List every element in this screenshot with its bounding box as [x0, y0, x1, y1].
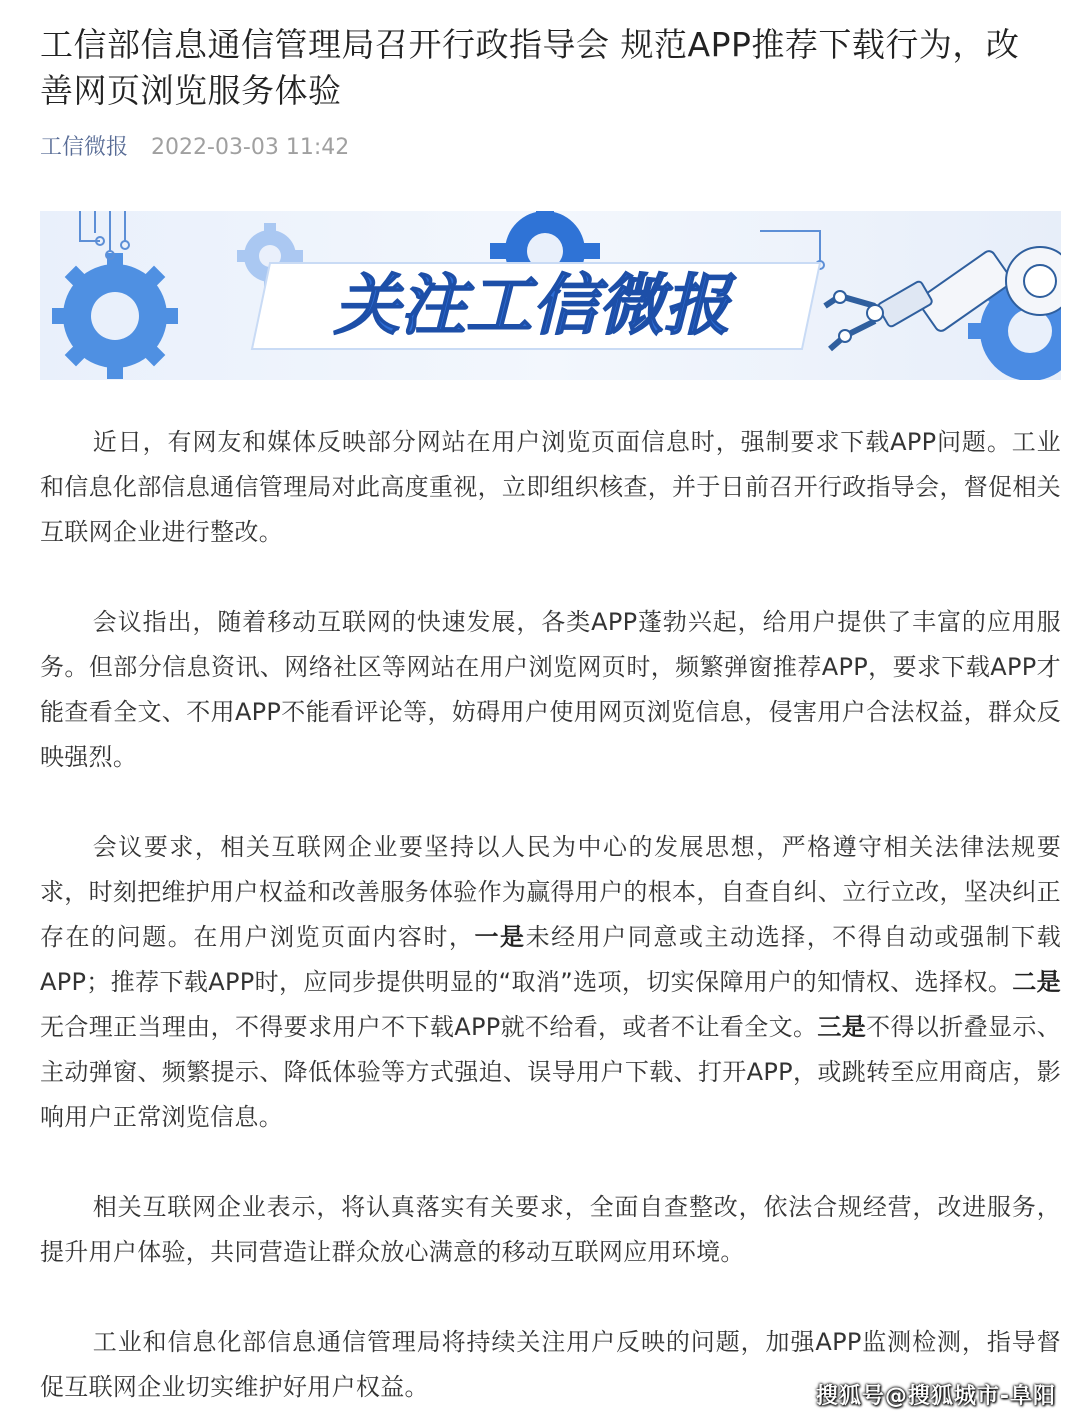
paragraph — [40, 825, 1061, 1140]
point-text: 未经用户同意或主动选择，不得自动或强制下载APP；推荐下载APP时，应同步提供明显的“取消”选项，切实保障用户的知情权、选择权。 — [40, 923, 1061, 996]
paragraph-intro: 会议要求，相关互联网企业要坚持以人民为中心的发展思想，严格遵守相关法律法规要求，时刻把维护用户权益和改善服务体验作为赢得用户的根本，自查自纠、立行立改，坚决纠正存在的问题。在用户浏览页面内容时， — [40, 833, 1061, 951]
point-label: 三是 — [817, 1013, 867, 1041]
publish-time: 2022-03-03 11:42 — [151, 135, 350, 160]
point-label: 二是 — [1012, 968, 1061, 996]
article-body — [40, 420, 1061, 1418]
article-meta — [40, 132, 349, 164]
point-label: 一是 — [474, 923, 526, 951]
paragraph: 近日，有网友和媒体反映部分网站在用户浏览页面信息时，强制要求下载APP问题。工业和信息化部信息通信管理局对此高度重视，立即组织核查，并于日前召开行政指导会，督促相关互联网企业进行整改。 — [40, 428, 1061, 546]
point-text: 不得以折叠显示、主动弹窗、频繁提示、降低体验等方式强迫、误导用户下载、打开APP，或跳转至应用商店，影响用户正常浏览信息。 — [40, 1013, 1062, 1131]
header-banner — [40, 211, 1061, 380]
gear-icon — [52, 253, 178, 379]
banner-illustration — [40, 211, 1061, 380]
paragraph: 会议指出，随着移动互联网的快速发展，各类APP蓬勃兴起，给用户提供了丰富的应用服务。但部分信息资讯、网络社区等网站在用户浏览网页时，频繁弹窗推荐APP，要求下载APP才能查看全文、不用APP不能看评论等，妨碍用户使用网页浏览信息，侵害用户合法权益，群众反映强烈。 — [40, 608, 1061, 771]
article-title: 工信部信息通信管理局召开行政指导会 规范APP推荐下载行为，改善网页浏览服务体验 — [40, 25, 1020, 110]
paragraph: 工业和信息化部信息通信管理局将持续关注用户反映的问题，加强APP监测检测，指导督促互联网企业切实维护好用户权益。 — [40, 1328, 1061, 1401]
banner-slogan: 关注工信微报 — [334, 267, 730, 344]
watermark: 搜狐号@搜狐城市-阜阳 — [815, 1384, 1056, 1409]
source-link[interactable]: 工信微报 — [40, 135, 129, 160]
point-text: 无合理正当理由，不得要求用户不下载APP就不给看，或者不让看全文。 — [40, 1013, 818, 1041]
paragraph: 相关互联网企业表示，将认真落实有关要求，全面自查整改，依法合规经营，改进服务，提升用户体验，共同营造让群众放心满意的移动互联网应用环境。 — [40, 1193, 1061, 1266]
